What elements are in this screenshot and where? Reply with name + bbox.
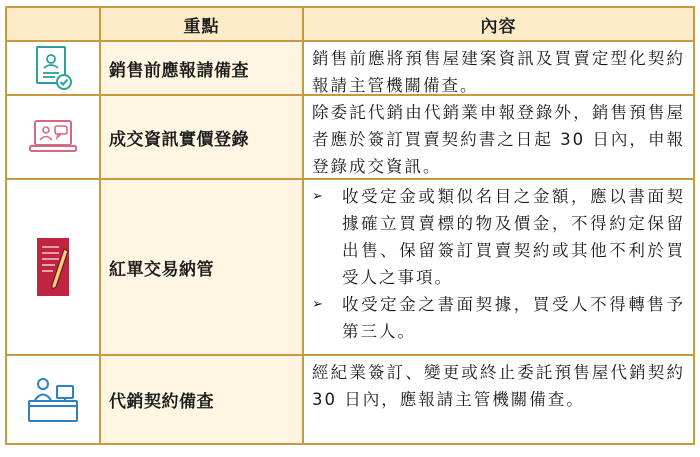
row-2-content: 除委託代銷由代銷業申報登錄外，銷售預售屋者應於簽訂買賣契約書之日起 30 日內，申報登錄成交資訊。 (304, 96, 693, 180)
row-2-title: 成交資訊實價登錄 (101, 96, 304, 180)
list-item: ➢ 收受定金或類似名目之金額，應以書面契據確立買賣標的物及價金，不得約定保留出售、保留簽訂買賣契約或其他不利於買受人之事項。 (312, 183, 685, 291)
regulation-table (5, 6, 695, 445)
bullet-arrow-icon: ➢ (312, 297, 325, 312)
office-desk-worker-icon (25, 376, 81, 424)
header-content-label: 內容 (480, 16, 517, 37)
bullet-arrow-icon: ➢ (312, 189, 325, 204)
header-key-points (101, 8, 304, 42)
row-1-content: 銷售前應將預售屋建案資訊及買賣定型化契約報請主管機關備查。 (304, 42, 693, 96)
header-content (304, 8, 693, 42)
row-4-content: 經紀業簽訂、變更或終止委託預售屋代銷契約 30 日內，應報請主管機關備查。 (304, 356, 693, 443)
laptop-chat-icon (27, 115, 79, 159)
row-3-icon-cell (7, 180, 101, 356)
row-4-title: 代銷契約備查 (101, 356, 304, 443)
row-1-title: 銷售前應報請備查 (101, 42, 304, 96)
header-key-label: 重點 (183, 16, 220, 37)
row-3-title: 紅單交易納管 (101, 180, 304, 356)
row-1-icon-cell (7, 42, 101, 96)
bullet-list (312, 183, 685, 345)
row-2-icon-cell (7, 96, 101, 180)
header-blank-cell (7, 8, 101, 42)
red-notepad-pen-icon (33, 235, 73, 299)
document-check-icon (31, 44, 75, 92)
row-4-icon-cell (7, 356, 101, 443)
row-3-content (304, 180, 693, 356)
list-item: ➢ 收受定金之書面契據，買受人不得轉售予第三人。 (312, 291, 685, 345)
